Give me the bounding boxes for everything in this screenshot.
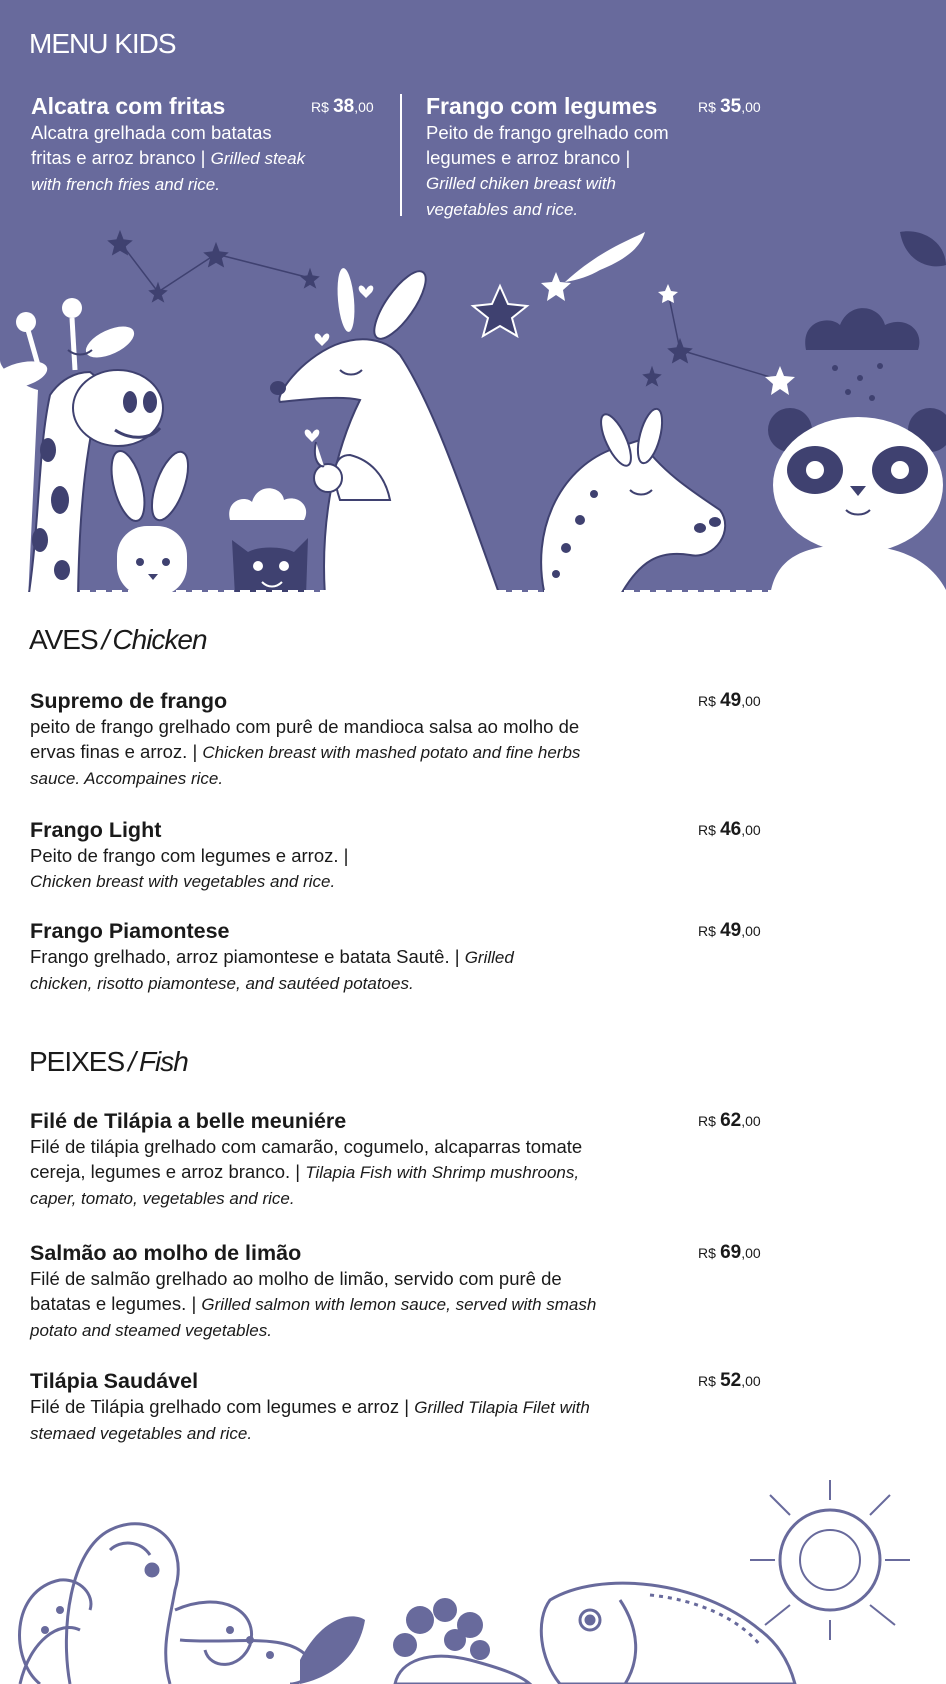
item-name: Supremo de frango [30,689,228,713]
item-price: R$ 38,00 [311,96,374,117]
item-name: Tilápia Saudável [30,1369,199,1393]
bush-icon [229,488,306,520]
item-name: Filé de Tilápia a belle meuniére [30,1109,347,1133]
item-name: Frango com legumes [426,93,658,119]
item-price: R$ 69,00 [698,1242,761,1263]
item-price: R$ 62,00 [698,1110,761,1131]
star-icon [473,286,527,336]
item-description: Peito de frango com legumes e arroz. | Chicken breast with vegetables and rice. [30,845,349,891]
item-description-en: Grilled steak with french fries and rice. [31,149,306,194]
zebra-icon [541,406,725,592]
menu-item[interactable] [30,1368,770,1446]
animals-illustration [0,0,946,592]
item-description: Alcatra grelhada com batatas fritas e arroz branco | Grilled steak with french fries and rice. [31,122,306,194]
item-description-en: Grilled chicken, risotto piamontese, and sautéed potatoes. [30,948,514,993]
item-description-en: Grilled Tilapia Filet with stemaed vegetables and rice. [30,1398,590,1443]
item-price: R$ 49,00 [698,920,761,941]
item-description-en: Grilled chiken breast with vegetables and rice. [426,174,616,219]
item-name: Salmão ao molho de limão [30,1241,302,1265]
kids-menu-title: MENU KIDS [29,28,176,59]
item-name: Frango Piamontese [30,919,230,943]
leaf-icon [900,231,946,266]
seafood-illustration [0,1470,946,1684]
item-price: R$ 46,00 [698,819,761,840]
menu-item[interactable] [30,688,770,791]
item-price: R$ 52,00 [698,1370,761,1391]
item-description: Filé de tilápia grelhado com camarão, cogumelo, alcaparras tomate cereja, legumes e arroz branco. | Tilapia Fish with Shrimp mushroons, caper, tomato, vegetables and rice. [30,1136,583,1208]
mussel-icon [300,1616,365,1684]
octopus-icon [20,1524,313,1684]
item-description: Filé de salmão grelhado ao molho de limão, servido com purê de batatas e legumes. | Grilled salmon with lemon sauce, served with smash potato and steamed vegetables. [30,1268,597,1340]
kids-menu-banner [0,0,946,592]
fish-icon [541,1583,795,1684]
panda-icon [768,408,946,592]
menu-item[interactable] [30,1240,770,1343]
cat-icon [232,538,308,592]
item-description: Frango grelhado, arroz piamontese e batata Sautê. | Grilled chicken, risotto piamontese, and sautéed potatoes. [30,946,514,993]
rabbit-icon [105,447,195,592]
menu-item[interactable] [30,1108,770,1211]
cloud-icon [805,308,919,350]
item-price: R$ 35,00 [698,96,761,117]
constellation-icon [109,232,780,385]
item-name: Frango Light [30,818,162,842]
item-description: Filé de Tilápia grelhado com legumes e arroz | Grilled Tilapia Filet with stemaed vegetables and rice. [30,1396,590,1443]
item-price: R$ 49,00 [698,690,761,711]
sea-urchin-icon [750,1480,910,1640]
item-description-en: Chicken breast with vegetables and rice. [30,872,336,891]
item-description-en: Tilapia Fish with Shrimp mushroons, caper, tomato, vegetables and rice. [30,1163,580,1208]
item-description-en: Chicken breast with mashed potato and fine herbs sauce. Accompaines rice. [30,743,581,788]
section-title-peixes: PEIXES / Fish [29,1046,188,1077]
item-description-en: Grilled salmon with lemon sauce, served with smash potato and steamed vegetables. [30,1295,597,1340]
menu-item[interactable] [30,918,770,996]
item-description: peito de frango grelhado com purê de mandioca salsa ao molho de ervas finas e arroz. | Chicken breast with mashed potato and fine herbs sauce. Accompaines rice. [30,716,581,788]
star-icon [541,232,795,395]
menu-item[interactable] [30,817,770,894]
section-title-aves: AVES / Chicken [29,624,207,655]
herbs-icon [393,1598,490,1660]
item-description: Peito de frango grelhado com legumes e arroz branco | Grilled chiken breast with vegetables and rice. [426,122,669,219]
item-name: Alcatra com fritas [31,93,226,119]
